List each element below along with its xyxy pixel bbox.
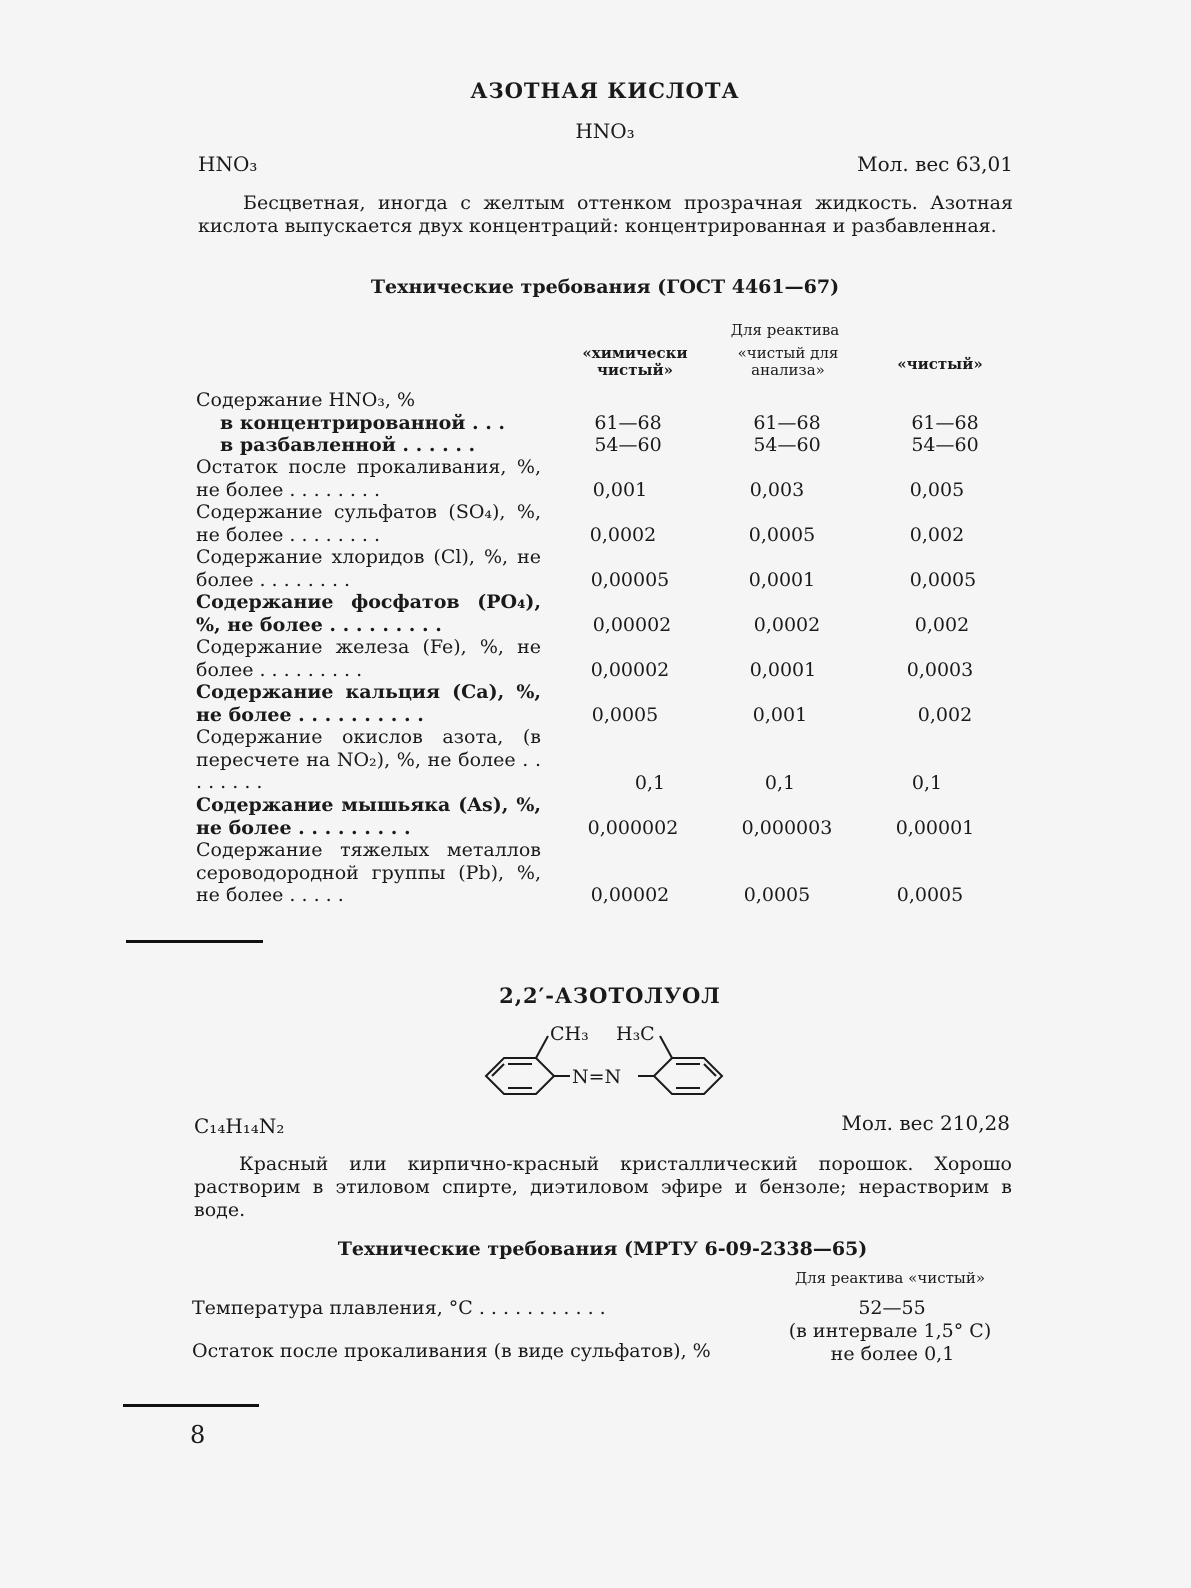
section2-description: Красный или кирпично-красный кристаллический порошок. Хорошо растворим в этиловом спирте, диэтиловом эфире и бензоле; нерастворим в воде. bbox=[194, 1153, 1012, 1221]
section2-formula-left: C₁₄H₁₄N₂ bbox=[194, 1114, 285, 1138]
table-cell: 0,00002 bbox=[590, 659, 670, 681]
table-cell: 0,0001 bbox=[749, 659, 817, 681]
table-cell: 0,002 bbox=[909, 524, 965, 546]
table-row-label: Содержание хлоридов (Cl), %, не более . . . . . . . . bbox=[196, 546, 541, 591]
table-row-label: Содержание HNO₃, % bbox=[196, 389, 416, 411]
table-cell: 0,0005 bbox=[743, 884, 811, 906]
table-cell: 0,0002 bbox=[589, 524, 657, 546]
table-cell: 61—68 bbox=[753, 412, 821, 434]
table-group-header: Для реактива bbox=[730, 321, 840, 339]
structure-azo: N=N bbox=[572, 1066, 622, 1088]
section2-col-header: Для реактива «чистый» bbox=[794, 1269, 986, 1287]
table-cell: 54—60 bbox=[594, 434, 662, 456]
section-divider bbox=[123, 1404, 259, 1407]
structure-diagram bbox=[470, 1014, 740, 1114]
table-cell: 0,000003 bbox=[741, 817, 833, 839]
section1-spec-title: Технические требования (ГОСТ 4461—67) bbox=[370, 276, 840, 298]
section2-mol-weight: Мол. вес 210,28 bbox=[841, 1111, 1010, 1135]
spec-row-label: Остаток после прокаливания (в виде сульфатов), % bbox=[192, 1340, 711, 1362]
table-cell: 0,001 bbox=[592, 479, 648, 501]
table-cell: 0,1 bbox=[911, 772, 943, 794]
spec-row-label: Температура плавления, °С . . . . . . . . . . . bbox=[192, 1297, 606, 1319]
section1-title: АЗОТНАЯ КИСЛОТА bbox=[470, 78, 740, 103]
table-cell: 0,000002 bbox=[587, 817, 679, 839]
table-row-label: в разбавленной . . . . . . bbox=[220, 434, 476, 456]
table-row-label: Содержание фосфатов (PO₄), %, не более . . . . . . . . . bbox=[196, 591, 541, 636]
table-cell: 0,002 bbox=[917, 704, 973, 726]
table-cell: 54—60 bbox=[753, 434, 821, 456]
page-number: 8 bbox=[190, 1421, 206, 1449]
table-cell: 0,0002 bbox=[753, 614, 821, 636]
table-cell: 61—68 bbox=[911, 412, 979, 434]
section2-spec-title: Технические требования (МРТУ 6-09-2338—65) bbox=[337, 1238, 868, 1260]
table-row-label: в концентрированной . . . bbox=[220, 412, 506, 434]
table-column-header: «чистый для анализа» bbox=[737, 344, 839, 379]
table-cell: 0,0003 bbox=[906, 659, 974, 681]
structure-left-group: CH₃ bbox=[550, 1023, 589, 1045]
table-cell: 0,003 bbox=[749, 479, 805, 501]
table-row-label: Остаток после прокаливания, %, не более . . . . . . . . bbox=[196, 456, 541, 501]
table-row-label: Содержание окислов азота, (в пересчете на NO₂), %, не более . . . . . . . . bbox=[196, 726, 541, 793]
section1-formula-center: HNO₃ bbox=[575, 119, 635, 143]
table-cell: 0,0001 bbox=[748, 569, 816, 591]
table-row-label: Содержание тяжелых металлов сероводородной группы (Pb), %, не более . . . . . bbox=[196, 839, 541, 906]
table-cell: 0,001 bbox=[752, 704, 808, 726]
table-column-header: «чистый» bbox=[897, 355, 983, 373]
table-cell: 0,0005 bbox=[896, 884, 964, 906]
table-cell: 0,00005 bbox=[590, 569, 670, 591]
section1-description: Бесцветная, иногда с желтым оттенком прозрачная жидкость. Азотная кислота выпускается двух концентраций: концентрированная и разбавленная. bbox=[198, 192, 1013, 237]
azotoluene-structure-icon bbox=[470, 1014, 740, 1114]
table-cell: 54—60 bbox=[911, 434, 979, 456]
table-row-label: Содержание кальция (Ca), %, не более . . . . . . . . . . bbox=[196, 681, 541, 726]
spec-row-value: не более 0,1 bbox=[830, 1343, 955, 1365]
table-cell: 0,00001 bbox=[895, 817, 975, 839]
table-cell: 0,005 bbox=[909, 479, 965, 501]
table-row-label: Содержание сульфатов (SO₄), %, не более . . . . . . . . bbox=[196, 501, 541, 546]
table-cell: 0,00002 bbox=[592, 614, 672, 636]
section-divider bbox=[126, 940, 263, 943]
table-row-label: Содержание мышьяка (As), %, не более . . . . . . . . . bbox=[196, 794, 541, 839]
section2-title: 2,2′-АЗОТОЛУОЛ bbox=[499, 983, 721, 1008]
table-cell: 0,002 bbox=[914, 614, 970, 636]
table-cell: 0,0005 bbox=[909, 569, 977, 591]
table-cell: 0,1 bbox=[764, 772, 796, 794]
structure-right-group: H₃C bbox=[616, 1023, 655, 1045]
table-cell: 61—68 bbox=[594, 412, 662, 434]
spec-row-value: 52—55 bbox=[858, 1297, 926, 1319]
table-cell: 0,1 bbox=[634, 772, 666, 794]
table-cell: 0,00002 bbox=[590, 884, 670, 906]
table-cell: 0,0005 bbox=[591, 704, 659, 726]
section1-mol-weight: Мол. вес 63,01 bbox=[857, 152, 1013, 176]
table-column-header: «химически чистый» bbox=[582, 344, 688, 379]
spec-row-note: (в интервале 1,5° С) bbox=[788, 1320, 992, 1342]
section1-formula-left: HNO₃ bbox=[198, 152, 258, 176]
table-row-label: Содержание железа (Fe), %, не более . . . . . . . . . bbox=[196, 636, 541, 681]
table-cell: 0,0005 bbox=[748, 524, 816, 546]
